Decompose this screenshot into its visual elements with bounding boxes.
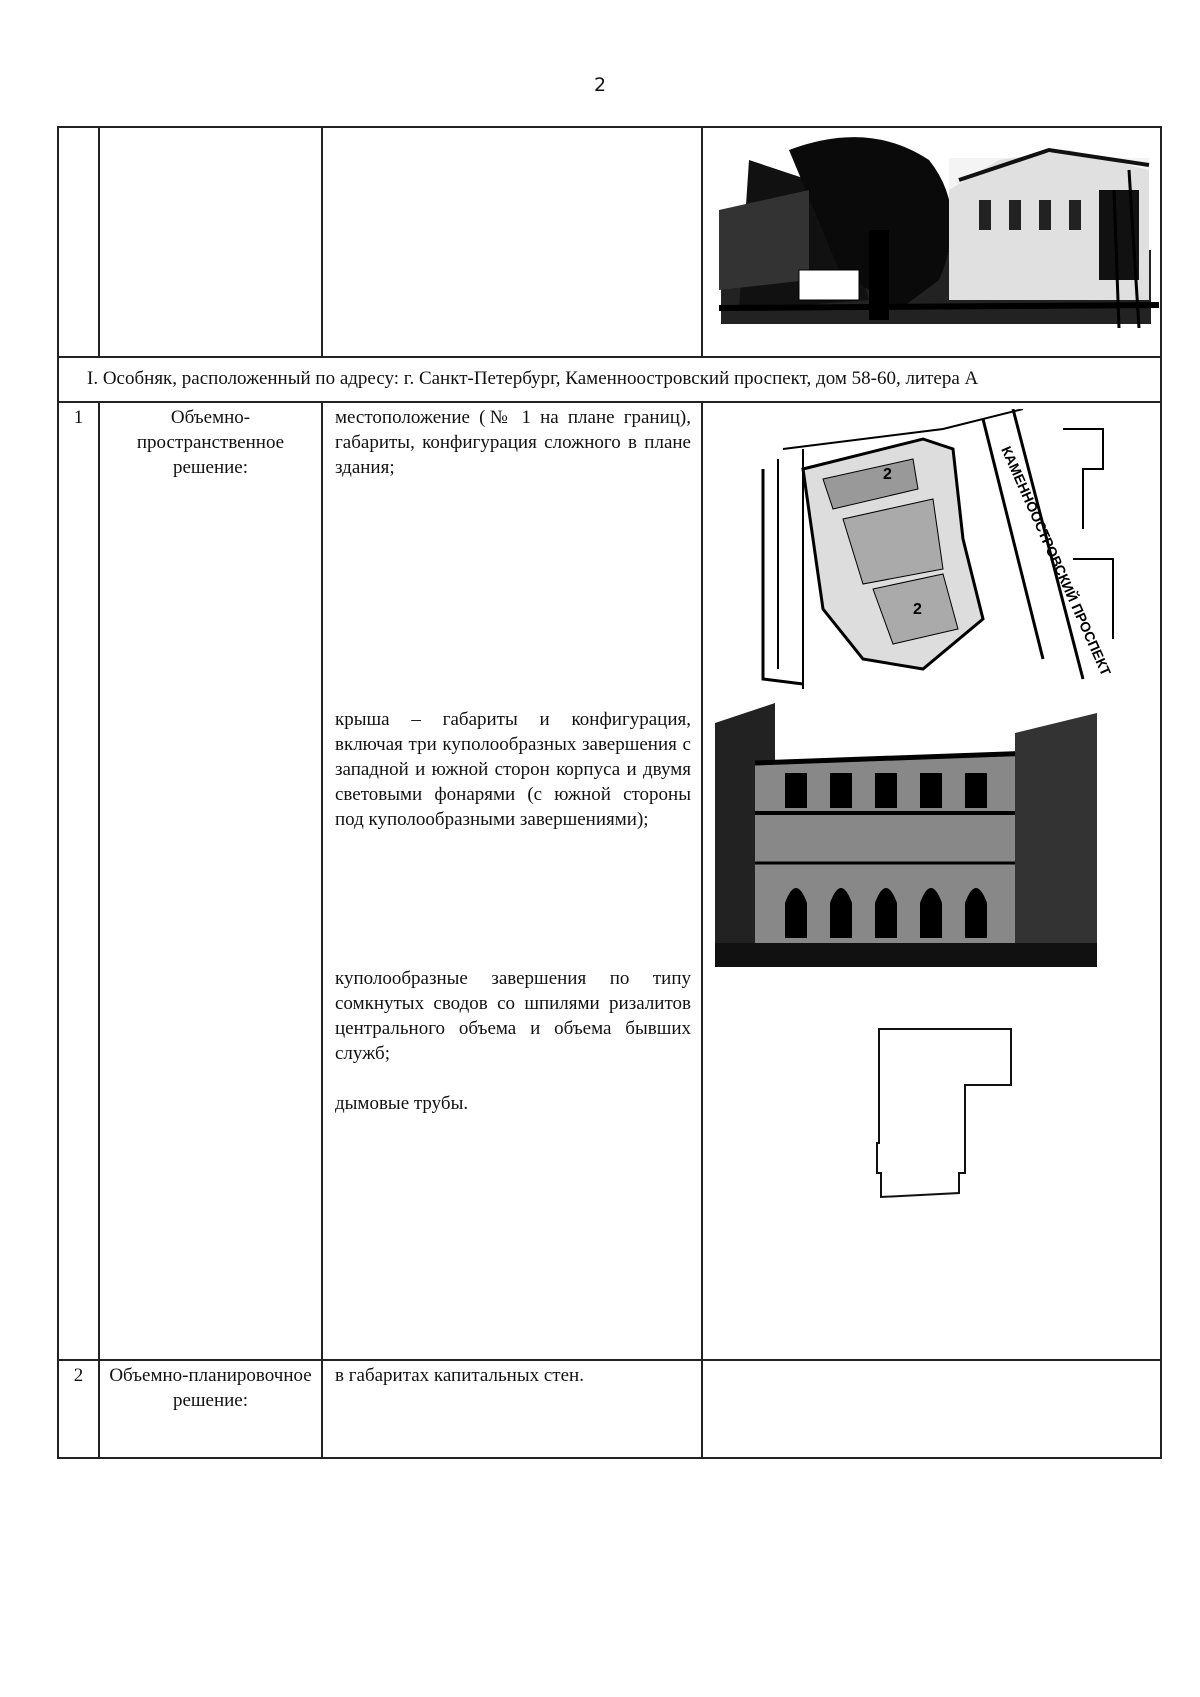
site-plan bbox=[743, 409, 1123, 689]
monument-table bbox=[57, 126, 1162, 1459]
cont-image-cell bbox=[702, 127, 1161, 357]
cont-name-cell bbox=[99, 127, 322, 357]
description-chimneys: дымовые трубы. bbox=[335, 1093, 469, 1114]
row-name: Объемно-планировочное решение: bbox=[99, 1360, 322, 1458]
row-number: 2 bbox=[58, 1360, 99, 1458]
row-description: в габаритах капитальных стен. bbox=[322, 1360, 702, 1458]
description-roof: крыша – габариты и конфигурация, включая три куполообразных завершения с западной и южной сторон корпуса и двумя световыми фонарями (с южной стороны под куполообразными завершениями); bbox=[335, 709, 691, 830]
description-domes: куполообразные завершения по типу сомкнутых сводов со шпилями ризалитов центрального объема и объема бывших служб; bbox=[335, 968, 691, 1064]
cont-num-cell bbox=[58, 127, 99, 357]
plan-street-label: КАМЕННООСТРОВСКИЙ ПРОСПЕКТ bbox=[998, 443, 1115, 678]
row-number: 1 bbox=[58, 402, 99, 1360]
table-row bbox=[58, 402, 1161, 1360]
building-photo-facade bbox=[715, 703, 1097, 967]
row-image-cell bbox=[702, 1360, 1161, 1458]
row-name: Объемно-пространственное решение: bbox=[99, 402, 322, 1360]
description-location: местоположение (№ 1 на плане границ), габариты, конфигурация сложного в плане здания; bbox=[335, 407, 691, 478]
row-descriptions bbox=[322, 402, 702, 1360]
building-photo-street bbox=[719, 130, 1159, 328]
roof-outline-drawing bbox=[863, 1023, 1023, 1223]
cont-desc-cell bbox=[322, 127, 702, 357]
plan-lot-label: 2 bbox=[883, 466, 892, 483]
table-row bbox=[58, 1360, 1161, 1458]
section-heading: I. Особняк, расположенный по адресу: г. Санкт-Петербург, Каменноостровский проспект, дом 58-60, литера А bbox=[58, 357, 1161, 402]
section-heading-row bbox=[58, 357, 1161, 402]
row-images bbox=[702, 402, 1161, 1360]
continuation-row bbox=[58, 127, 1161, 357]
page-number: 2 bbox=[593, 74, 607, 96]
plan-lot-label: 2 bbox=[913, 601, 922, 618]
